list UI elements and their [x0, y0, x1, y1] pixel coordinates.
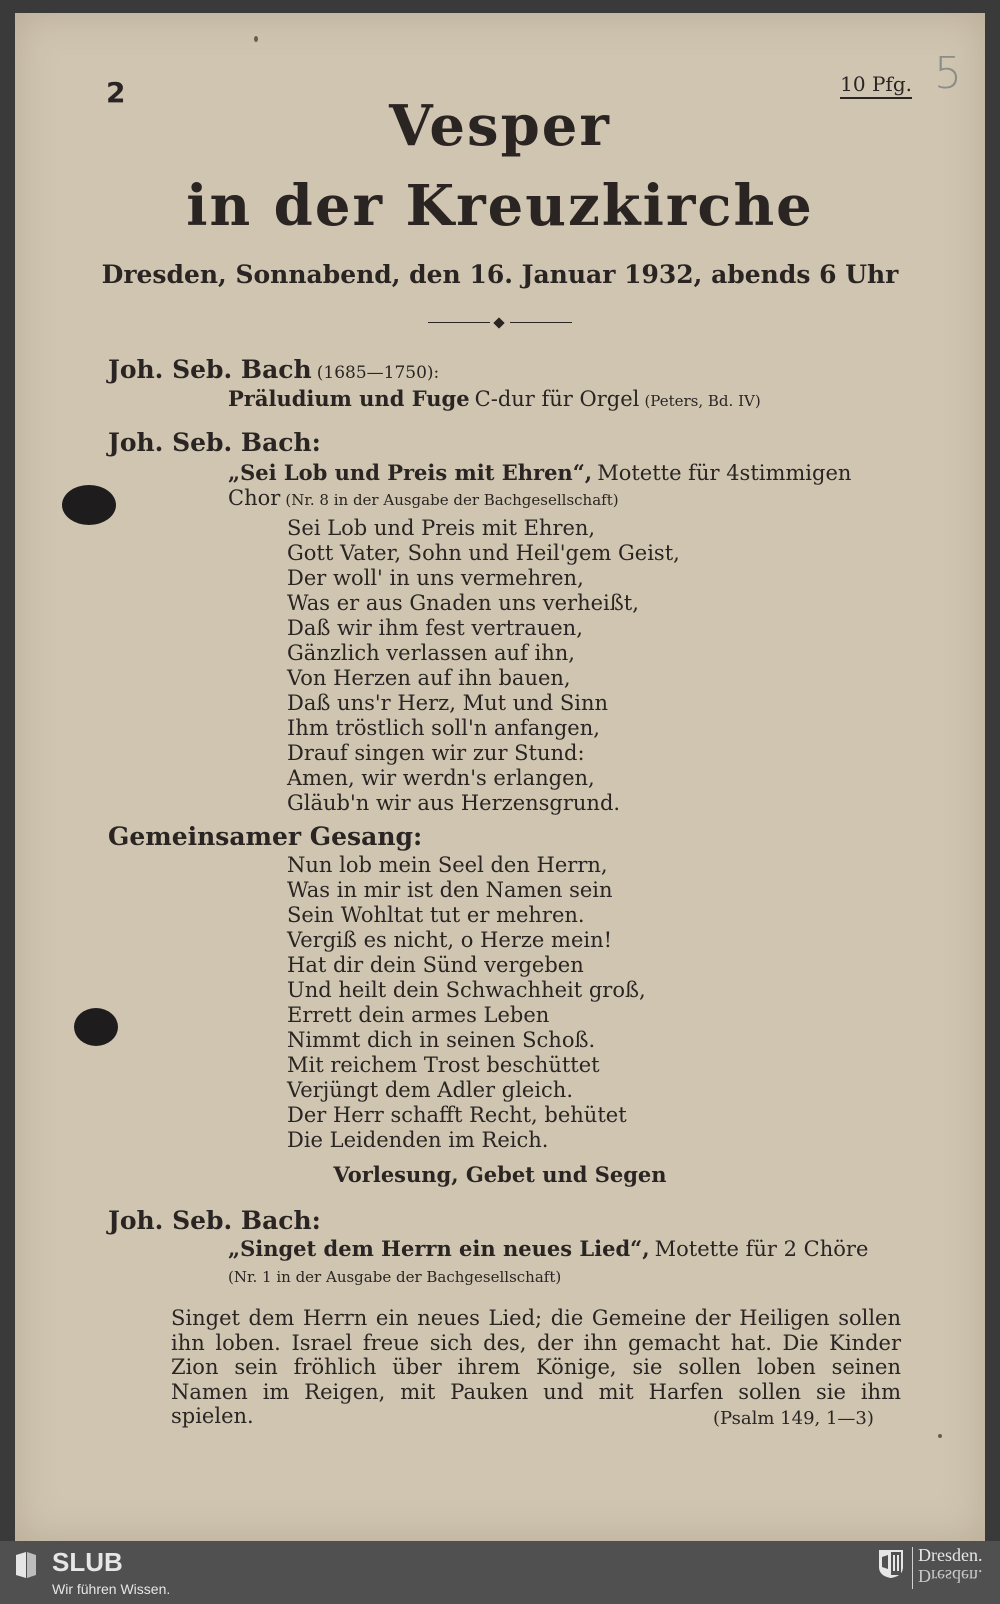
verse-block-1 [287, 516, 680, 816]
verse-line: Ihm tröstlich soll'n anfangen, [287, 716, 600, 740]
footer-bar [0, 1541, 1000, 1604]
work-detail: C-dur für Orgel [474, 387, 640, 411]
verse-line: Drauf singen wir zur Stund: [287, 741, 585, 765]
verse-line: Und heilt dein Schwachheit groß, [287, 978, 646, 1002]
slub-logo-icon [14, 1551, 38, 1579]
psalm-source: (Psalm 149, 1—3) [713, 1408, 874, 1429]
program-item-2-heading: Joh. Seb. Bach: [108, 428, 321, 457]
composer-name: Joh. Seb. Bach [108, 355, 312, 384]
edition-note: (Peters, Bd. IV) [644, 392, 761, 410]
punch-hole [74, 1008, 118, 1046]
program-item-2-work [228, 460, 851, 485]
speck [938, 1434, 942, 1438]
footer-separator [912, 1547, 913, 1589]
program-item-1-work [228, 386, 761, 411]
verse-line: Der Herr schafft Recht, behütet [287, 1103, 627, 1127]
work-detail-2: Chor [228, 486, 281, 510]
subtitle: Dresden, Sonnabend, den 16. Januar 1932, abends 6 Uhr [101, 260, 899, 289]
program-item-5-heading: Joh. Seb. Bach: [108, 1206, 321, 1235]
edition-note: (Nr. 8 in der Ausgabe der Bachgesellschaft) [285, 491, 619, 509]
verse-line: Gläub'n wir aus Herzensgrund. [287, 791, 621, 815]
program-item-1-heading [108, 355, 439, 384]
title-line-1: Vesper [389, 93, 611, 159]
work-title: „Singet dem Herrn ein neues Lied“, [228, 1236, 650, 1261]
speck [254, 36, 258, 42]
verse-line: Nimmt dich in seinen Schoß. [287, 1028, 596, 1052]
program-item-3-heading: Gemeinsamer Gesang: [108, 822, 423, 851]
verse-line: Gänzlich verlassen auf ihn, [287, 641, 575, 665]
composer-dates: (1685—1750): [316, 363, 440, 383]
program-item-5-work [228, 1236, 868, 1261]
work-detail: Motette für 4stimmigen [597, 461, 852, 485]
program-item-2-work-cont [228, 486, 619, 510]
price-label: 10 Pfg. [840, 72, 912, 99]
verse-line: Hat dir dein Sünd vergeben [287, 953, 584, 977]
title-line-2: in der Kreuzkirche [186, 173, 814, 239]
verse-line: Amen, wir werdn's erlangen, [287, 766, 595, 790]
verse-line: Gott Vater, Sohn und Heil'gem Geist, [287, 541, 680, 565]
edition-note: (Nr. 1 in der Ausgabe der Bachgesellschaft) [228, 1268, 562, 1286]
dresden-crest-icon [878, 1549, 904, 1579]
verse-line: Nun lob mein Seel den Herrn, [287, 853, 608, 877]
verse-line: Vergiß es nicht, o Herze mein! [287, 928, 613, 952]
verse-line: Der woll' in uns vermehren, [287, 566, 584, 590]
verse-line: Sein Wohltat tut er mehren. [287, 903, 585, 927]
verse-line: Sei Lob und Preis mit Ehren, [287, 516, 596, 540]
ornament-divider [428, 318, 572, 328]
verse-line: Von Herzen auf ihn bauen, [287, 666, 571, 690]
slub-tagline: Wir führen Wissen. [52, 1581, 171, 1597]
punch-hole [62, 485, 116, 525]
verse-line: Verjüngt dem Adler gleich. [287, 1078, 574, 1102]
verse-line: Mit reichem Trost beschüttet [287, 1053, 600, 1077]
psalm-text: Singet dem Herrn ein neues Lied; die Gemeine der Heiligen sollen ihn loben. Israel freue sich des, der ihn gemacht hat. Die Kinder Zion sein fröhlich über ihrem Könige, sie sollen loben seinen Namen im Reigen, mit Pauken und mit Harfen sollen sie ihm spielen. [171, 1306, 901, 1428]
dresden-logo-reflection: Dresden. [918, 1566, 983, 1586]
program-item-4-heading: Vorlesung, Gebet und Segen [333, 1162, 667, 1187]
slub-brand[interactable]: SLUB [52, 1547, 123, 1577]
work-detail: Motette für 2 Chöre [654, 1237, 869, 1261]
verse-line: Was in mir ist den Namen sein [287, 878, 613, 902]
verse-line: Daß uns'r Herz, Mut und Sinn [287, 691, 609, 715]
dresden-logo-text[interactable]: Dresden. [918, 1545, 983, 1565]
work-title: Präludium und Fuge [228, 386, 470, 411]
pencil-annotation: 5 [934, 48, 962, 99]
verse-line: Was er aus Gnaden uns verheißt, [287, 591, 639, 615]
verse-line: Errett dein armes Leben [287, 1003, 550, 1027]
verse-line: Daß wir ihm fest vertrauen, [287, 616, 583, 640]
verse-block-2 [287, 853, 646, 1153]
work-title: „Sei Lob und Preis mit Ehren“, [228, 460, 593, 485]
page-number: 2 [106, 76, 126, 109]
verse-line: Die Leidenden im Reich. [287, 1128, 549, 1152]
